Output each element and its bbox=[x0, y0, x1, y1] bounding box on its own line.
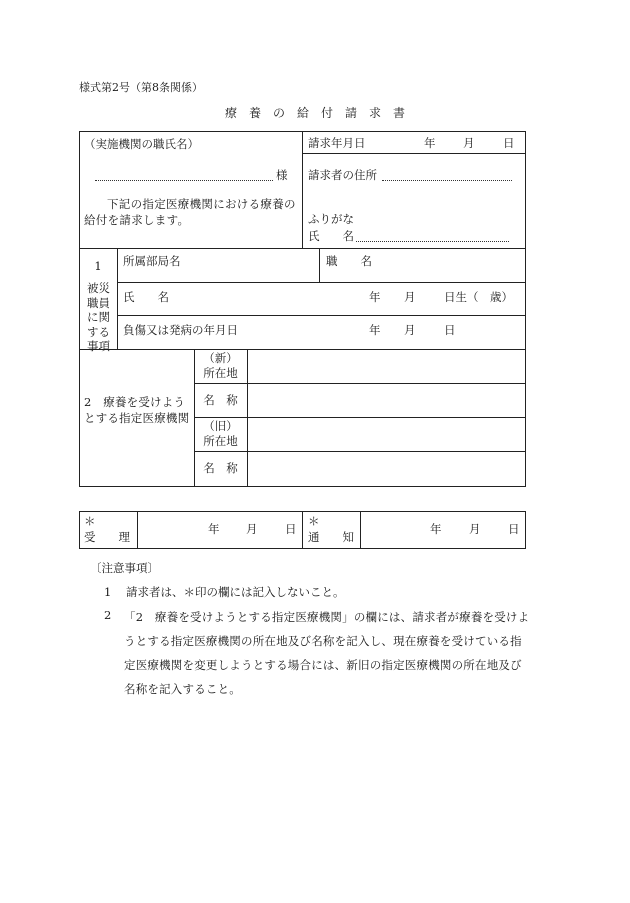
request-year: 年 bbox=[424, 136, 436, 150]
age-label: 歳） bbox=[490, 290, 513, 304]
address-label: 請求者の住所 bbox=[308, 168, 377, 182]
injury-date-label: 負傷又は発病の年月日 bbox=[123, 323, 238, 337]
name-label: 氏 名 bbox=[308, 229, 354, 243]
new-location-field[interactable] bbox=[248, 350, 525, 383]
section2-label: 2 療養を受けようとする指定医療機関 bbox=[84, 395, 190, 425]
notice-mark: ＊ bbox=[308, 514, 320, 528]
post-label: 職 名 bbox=[326, 254, 372, 268]
injury-month: 月 bbox=[404, 323, 416, 337]
notes-heading: 〔注意事項〕 bbox=[90, 561, 159, 575]
notice-day: 日 bbox=[508, 522, 520, 536]
request-month: 月 bbox=[463, 136, 475, 150]
note-1-text: 請求者は、＊印の欄には記入しないこと。 bbox=[126, 585, 345, 599]
sama-label: 様 bbox=[276, 168, 288, 182]
old-location-field[interactable] bbox=[248, 418, 525, 451]
new-location-label: 所在地 bbox=[203, 366, 238, 380]
furigana-label: ふりがな bbox=[308, 212, 354, 226]
dept-label: 所属部局名 bbox=[123, 254, 181, 268]
notice-month: 月 bbox=[469, 522, 481, 536]
birth-day: 日生（ bbox=[444, 290, 479, 304]
new-tag: （新） bbox=[203, 351, 238, 365]
form-number: 様式第2号（第8条関係） bbox=[79, 81, 203, 94]
request-text: 下記の指定医療機関における療養の給付を請求します。 bbox=[84, 197, 296, 227]
address-line[interactable] bbox=[382, 180, 512, 181]
injury-day: 日 bbox=[444, 323, 456, 337]
new-name-field[interactable] bbox=[248, 384, 525, 417]
receipt-mark: ＊ bbox=[84, 514, 96, 528]
addressee-line[interactable] bbox=[95, 180, 273, 181]
section1-number: 1 bbox=[94, 259, 102, 273]
request-date-label: 請求年月日 bbox=[308, 136, 366, 150]
injury-year: 年 bbox=[369, 323, 381, 337]
injured-name-label: 氏 名 bbox=[123, 290, 169, 304]
receipt-label: 受 理 bbox=[84, 530, 130, 544]
birth-year: 年 bbox=[369, 290, 381, 304]
receipt-month: 月 bbox=[246, 522, 258, 536]
name-line[interactable] bbox=[356, 241, 509, 242]
old-tag: （旧） bbox=[203, 419, 238, 433]
note-2-number: 2 bbox=[104, 608, 112, 622]
old-name-field[interactable] bbox=[248, 452, 525, 486]
form-title: 療 養 の 給 付 請 求 書 bbox=[224, 106, 405, 120]
section1-label: 被災職員に関する事項 bbox=[87, 281, 110, 353]
new-name-label: 名 称 bbox=[203, 393, 238, 407]
receipt-day: 日 bbox=[285, 522, 297, 536]
addressee-label: （実施機関の職氏名） bbox=[84, 137, 199, 151]
notice-year: 年 bbox=[430, 522, 442, 536]
old-name-label: 名 称 bbox=[203, 461, 238, 475]
request-day: 日 bbox=[503, 136, 515, 150]
notice-label: 通 知 bbox=[308, 530, 354, 544]
note-1-number: 1 bbox=[104, 585, 112, 599]
birth-month: 月 bbox=[404, 290, 416, 304]
receipt-year: 年 bbox=[208, 522, 220, 536]
note-2-text: 「2 療養を受けようとする指定医療機関」の欄には、請求者が療養を受けようとする指定医療機関の所在地及び名称を記入し、現在療養を受けている指定医療機関を変更しようとする場合には、新旧の指定医療機関の所在地及び名称を記入すること。 bbox=[124, 610, 530, 696]
old-location-label: 所在地 bbox=[203, 434, 238, 448]
